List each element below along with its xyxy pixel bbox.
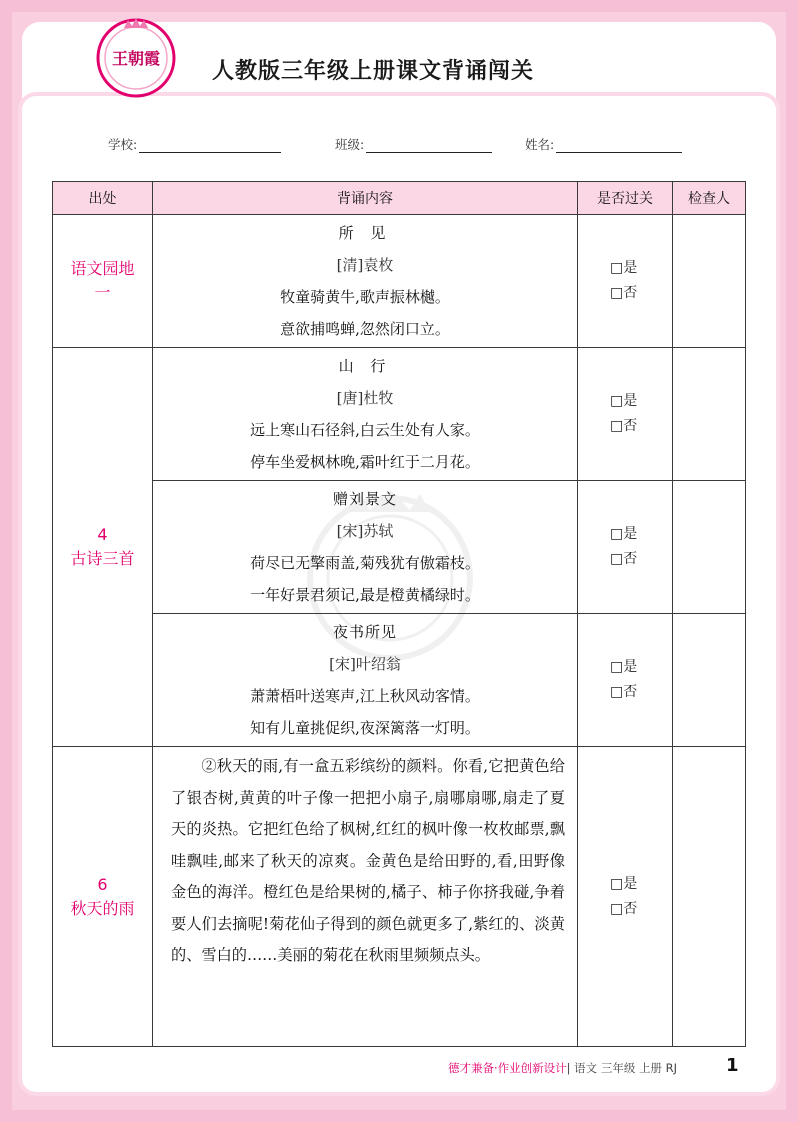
checker-cell[interactable]	[673, 481, 746, 614]
checker-cell[interactable]	[673, 348, 746, 481]
poem-cell	[153, 215, 578, 348]
pass-yes-checkbox[interactable]: □是	[610, 393, 638, 409]
checker-cell[interactable]	[673, 215, 746, 348]
footer	[448, 1060, 748, 1082]
poem-line: 知有儿童挑促织,夜深篱落一灯明。	[250, 719, 480, 737]
name-line[interactable]	[556, 134, 682, 153]
poem-cell	[153, 481, 578, 614]
pass-check-cell	[578, 348, 673, 481]
pass-check-cell	[578, 747, 673, 1047]
school-field[interactable]	[108, 134, 281, 153]
class-label: 班级:	[335, 137, 365, 152]
source-sublabel: 秋天的雨	[70, 898, 135, 918]
table-row	[53, 747, 746, 1047]
name-label: 姓名:	[525, 137, 555, 152]
col-header-source: 出处	[53, 182, 153, 215]
svg-text:王朝霞: 王朝霞	[111, 49, 161, 68]
pass-check-cell	[578, 614, 673, 747]
class-line[interactable]	[366, 134, 492, 153]
table-row	[53, 348, 746, 481]
pass-no-checkbox[interactable]: □否	[610, 900, 638, 917]
pass-check-cell	[578, 215, 673, 348]
table-row	[53, 481, 746, 614]
footer-brand: 德才兼备·作业创新设计	[448, 1061, 567, 1075]
poem-line: 一年好景君须记,最是橙黄橘绿时。	[250, 586, 480, 604]
pass-no-checkbox[interactable]: □否	[610, 551, 638, 567]
table-header-row	[53, 182, 746, 215]
prose-cell	[153, 747, 578, 1047]
poem-author: [清]袁枚	[336, 256, 394, 274]
poem-title: 山 行	[338, 357, 392, 375]
checker-cell[interactable]	[673, 614, 746, 747]
pass-no-checkbox[interactable]: □否	[610, 684, 638, 700]
poem-line: 萧萧梧叶送寒声,江上秋风动客情。	[250, 687, 480, 705]
source-sublabel: 古诗三首	[70, 549, 135, 568]
page-number: 1	[726, 1055, 739, 1076]
source-cell	[53, 747, 153, 1047]
footer-info: | 语文 三年级 上册 RJ	[566, 1061, 678, 1075]
poem-author: [唐]杜牧	[336, 389, 394, 407]
poem-author: [宋]叶绍翁	[329, 655, 401, 673]
brand-logo	[94, 14, 178, 98]
poem-title: 赠刘景文	[332, 490, 397, 508]
pass-yes-checkbox[interactable]: □是	[610, 659, 638, 675]
source-sublabel: 一	[94, 283, 111, 302]
pass-yes-checkbox[interactable]: □是	[610, 875, 638, 892]
source-label: 6	[97, 874, 108, 894]
poem-title: 所 见	[338, 224, 392, 242]
poem-author: [宋]苏轼	[336, 522, 394, 540]
pass-check-cell	[578, 481, 673, 614]
page-title: 人教版三年级上册课文背诵闯关	[212, 59, 535, 84]
pass-yes-checkbox[interactable]: □是	[610, 260, 638, 276]
col-header-checker: 检查人	[673, 182, 746, 215]
poem-line: 荷尽已无擎雨盖,菊残犹有傲霜枝。	[250, 554, 480, 572]
recitation-table	[52, 181, 746, 1047]
source-cell	[53, 348, 153, 747]
poem-cell	[153, 614, 578, 747]
school-label: 学校:	[108, 137, 138, 152]
poem-cell	[153, 348, 578, 481]
poem-line: 远上寒山石径斜,白云生处有人家。	[250, 421, 480, 439]
source-label: 4	[97, 525, 108, 544]
checker-cell[interactable]	[673, 747, 746, 1047]
poem-title: 夜书所见	[332, 623, 397, 641]
pass-no-checkbox[interactable]: □否	[610, 418, 638, 434]
col-header-passed: 是否过关	[578, 182, 673, 215]
school-line[interactable]	[139, 134, 281, 153]
poem-line: 停车坐爱枫林晚,霜叶红于二月花。	[250, 453, 480, 471]
col-header-content: 背诵内容	[153, 182, 578, 215]
table-row	[53, 215, 746, 348]
poem-line: 牧童骑黄牛,歌声振林樾。	[280, 288, 450, 306]
name-field[interactable]	[525, 134, 682, 153]
info-fields	[0, 134, 798, 158]
source-label: 语文园地	[70, 259, 135, 278]
pass-yes-checkbox[interactable]: □是	[610, 526, 638, 542]
prose-passage: ②秋天的雨,有一盒五彩缤纷的颜料。你看,它把黄色给了银杏树,黄黄的叶子像一把把小扇子,扇哪扇哪,扇走了夏天的炎热。它把红色给了枫树,红红的枫叶像一枚枚邮票,飘哇飘哇,邮来了秋天的凉爽。金黄色是给田野的,看,田野像金色的海洋。橙红色是给果树的,橘子、柿子你挤我碰,争着要人们去摘呢!菊花仙子得到的颜色就更多了,紫红的、淡黄的、雪白的……美丽的菊花在秋雨里频频点头。	[171, 757, 565, 964]
source-cell	[53, 215, 153, 348]
pass-no-checkbox[interactable]: □否	[610, 285, 638, 301]
table-row	[53, 614, 746, 747]
poem-line: 意欲捕鸣蝉,忽然闭口立。	[280, 320, 450, 338]
class-field[interactable]	[335, 134, 492, 153]
